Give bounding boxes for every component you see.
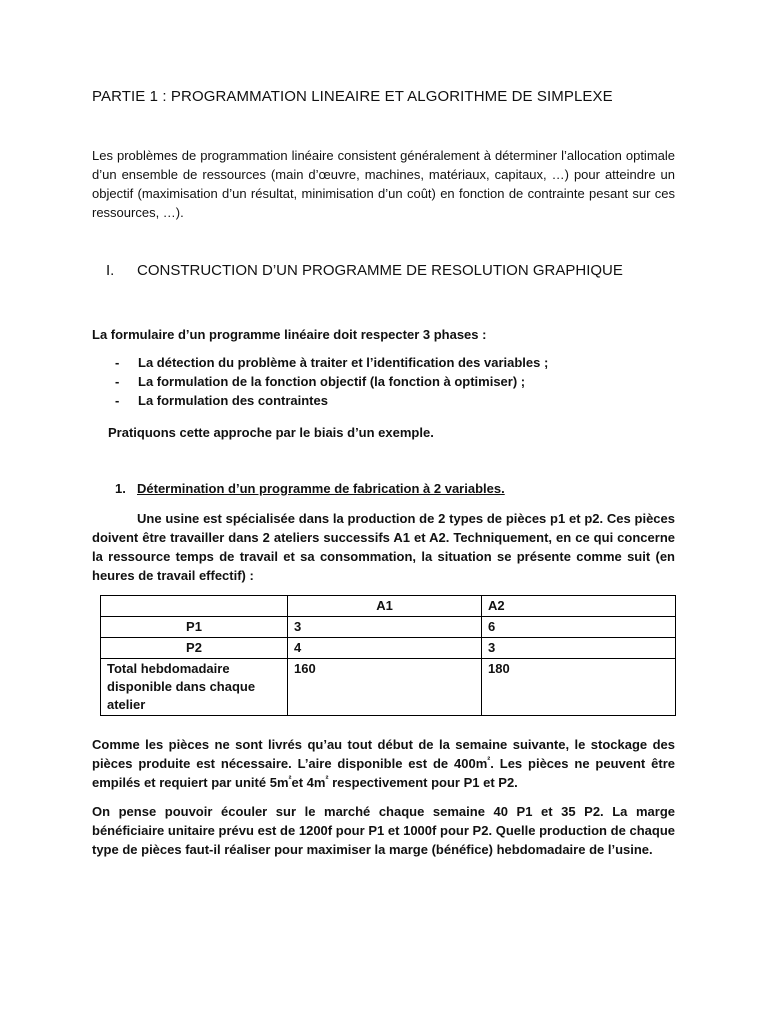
page-title: PARTIE 1 : PROGRAMMATION LINEAIRE ET ALGORITHME DE SIMPLEXE xyxy=(92,88,613,105)
problem-paragraph: Une usine est spécialisée dans la production de 2 types de pièces p1 et p2. Ces pièces doivent être travailler dans 2 ateliers successifs A1 et A2. Techniquement, en ce qui concerne la ressource temps de travail et sa consommation, la situation se présente comme suit (en heures de travail effectif) : xyxy=(92,511,675,583)
phases-list xyxy=(115,353,548,410)
subsection-heading xyxy=(115,481,505,496)
table-cell: 180 xyxy=(482,659,676,716)
storage-paragraph xyxy=(92,735,675,792)
bullet-dash: - xyxy=(115,393,120,408)
phase-text: La détection du problème à traiter et l’identification des variables ; xyxy=(138,355,549,370)
section-heading xyxy=(106,262,623,279)
list-item xyxy=(115,372,548,391)
table-cell: 3 xyxy=(482,638,676,659)
storage-text: respectivement pour P1 et P2. xyxy=(332,775,518,790)
table-cell: 4 xyxy=(288,638,482,659)
table-header-cell: A2 xyxy=(482,596,676,617)
table-header-cell xyxy=(101,596,288,617)
phase-text: La formulation des contraintes xyxy=(138,393,328,408)
squared-sign: ² xyxy=(288,773,292,784)
table-cell: P1 xyxy=(101,617,288,638)
storage-text: . Les pièces ne peuvent être empilés et requiert par unité 5m xyxy=(92,756,675,790)
practice-text: Pratiquons cette approche par le biais d’un exemple. xyxy=(108,425,434,440)
intro-paragraph: Les problèmes de programmation linéaire consistent généralement à déterminer l’allocation optimale d’un ensemble de ressources (main d’œuvre, machines, matériaux, capitaux, …) pour atteindre un objectif (maximisation d’un résultat, minimisation d’un coût) en fonction de contrainte pesant sur ces ressources, …). xyxy=(92,148,675,220)
table-cell: Total hebdomadaire disponible dans chaque atelier xyxy=(101,659,288,716)
list-item xyxy=(115,353,548,372)
bullet-dash: - xyxy=(115,374,120,389)
table-row xyxy=(101,638,676,659)
phases-intro: La formulaire d’un programme linéaire doit respecter 3 phases : xyxy=(92,327,487,342)
list-item xyxy=(115,391,548,410)
subsection-title: Détermination d’un programme de fabrication à 2 variables. xyxy=(137,481,505,496)
table-cell: 3 xyxy=(288,617,482,638)
table-row xyxy=(101,659,676,716)
subsection-number: 1. xyxy=(115,481,126,496)
phase-text: La formulation de la fonction objectif (la fonction à optimiser) ; xyxy=(138,374,526,389)
section-title: CONSTRUCTION D’UN PROGRAMME DE RESOLUTION GRAPHIQUE xyxy=(137,262,623,279)
market-paragraph: On pense pouvoir écouler sur le marché chaque semaine 40 P1 et 35 P2. La marge bénéficiaire unitaire prévu est de 1200f pour P1 et 1000f pour P2. Quelle production de chaque type de pièces faut-il réaliser pour maximiser la marge (bénéfice) hebdomadaire de l’usine. xyxy=(92,804,675,857)
storage-text: et 4m xyxy=(291,775,326,790)
table-cell: 6 xyxy=(482,617,676,638)
squared-sign: ² xyxy=(487,754,491,765)
table-cell: 160 xyxy=(288,659,482,716)
section-number: I. xyxy=(106,262,115,279)
table-header-row xyxy=(101,596,676,617)
table-header-cell: A1 xyxy=(288,596,482,617)
squared-sign: ² xyxy=(325,773,329,784)
table-cell: P2 xyxy=(101,638,288,659)
table-row xyxy=(101,617,676,638)
bullet-dash: - xyxy=(115,355,120,370)
workshop-hours-table xyxy=(100,595,676,716)
storage-text: Comme les pièces ne sont livrés qu’au tout début de la semaine suivante, le stockage des pièces produite est nécessaire. L’aire disponible est de 400m xyxy=(92,737,675,771)
